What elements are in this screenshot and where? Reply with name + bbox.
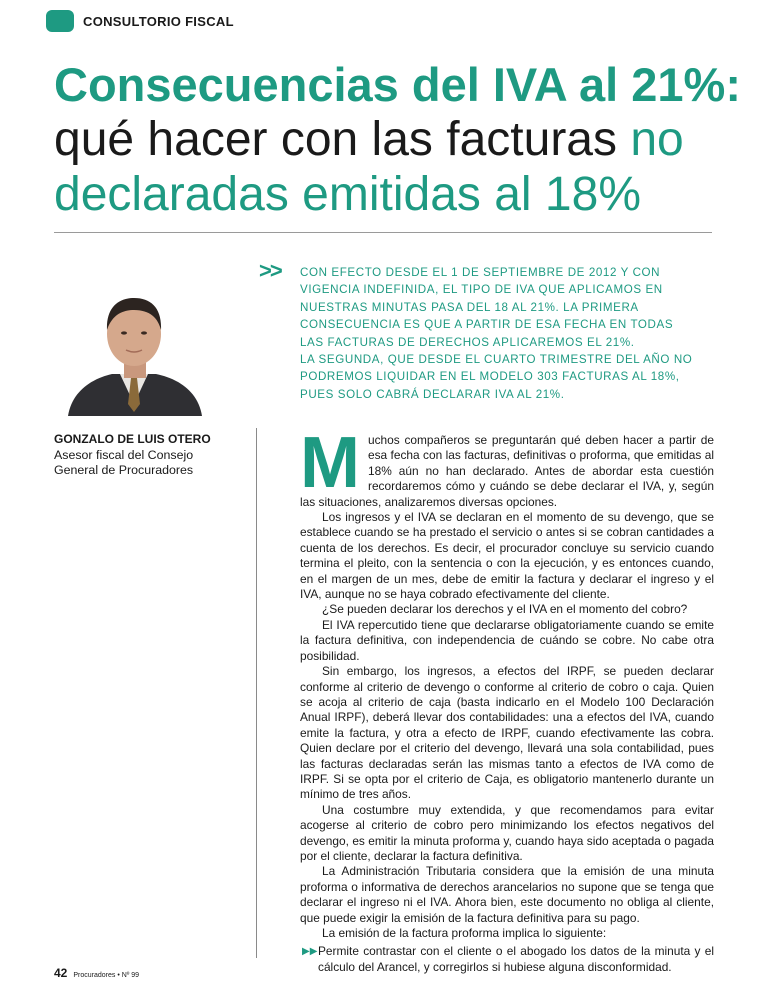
magazine-name: Procuradores • Nº 99 (73, 972, 140, 979)
lead-line: CONSECUENCIA ES QUE A PARTIR DE ESA FECHA EN TODAS (300, 318, 674, 332)
body-paragraph: El IVA repercutido tiene que declararse obligatoriamente cuando se emite la factura definitiva, con independencia de cuándo se cobre. No cabe otra posibilidad. (300, 617, 714, 663)
lead-line: VIGENCIA INDEFINIDA, EL TIPO DE IVA QUE APLICAMOS EN (300, 283, 663, 297)
lead-line: LAS FACTURAS DE DERECHOS APLICAREMOS EL 21%. (300, 335, 635, 349)
author-role-line: Asesor fiscal del Consejo (54, 448, 194, 462)
list-item-text: Permite contrastar con el cliente o el abogado los datos de la minuta y el cálculo del Arancel, y corregirlos si hubiese alguna disconformidad. (318, 944, 714, 974)
page-footer (54, 966, 139, 980)
body-paragraph: Sin embargo, los ingresos, a efectos del IRPF, se pueden declarar conforme al criterio de devengo o conforme al criterio de cobro o caja. Quien se acoja al criterio de caja (basta indicarlo en el Modelo 100 Declaración Anual IRPF), deberá llevar dos contabilidades: una a efectos del IVA, cuando emite la factura, y otra a efecto de IRPF, cuando efectivamente las cobra. Quien declare por el criterio del devengo, llevará una sola contabilidad, pues las facturas declaradas serán las mismas tanto a efectos de IVA como de IRPF. Si se opta por el criterio de Caja, es obligatorio mantenerlo durante un mínimo de tres años. (300, 664, 714, 802)
body-paragraph (300, 423, 714, 510)
body-paragraph: La emisión de la factura proforma implica lo siguiente: (322, 926, 607, 940)
section-tag (46, 10, 234, 32)
section-label: CONSULTORIO FISCAL (83, 13, 234, 29)
lead-line: PUES SOLO CABRÁ DECLARAR IVA AL 21%. (300, 387, 565, 401)
lead-paragraph (300, 264, 695, 403)
page-number: 42 (54, 966, 68, 980)
author-role (54, 448, 234, 478)
author-role-line: General de Procuradores (54, 463, 194, 477)
body-paragraph: La Administración Tributaria considera que la emisión de una minuta proforma o informativa de derechos arancelarios no supone que se tenga que declarar el ingreso ni el IVA. Ahora bien, este documento no obliga al cliente, que puede exigir la emisión de la factura definitiva para su pago. (300, 864, 714, 925)
author-portrait-icon (54, 286, 214, 416)
body-question: ¿Se pueden declarar los derechos y el IVA en el momento del cobro? (322, 602, 688, 617)
title-line-2-green: no (617, 113, 684, 166)
title-line-2-black: qué hacer con las facturas (54, 113, 617, 166)
title-line-2 (54, 112, 744, 167)
column-divider (256, 428, 257, 958)
list-item (300, 944, 714, 975)
title-divider (54, 232, 712, 233)
section-tag-pill (46, 10, 74, 32)
article-body (300, 423, 714, 975)
body-paragraph: Una costumbre muy extendida, y que recomendamos para evitar acogerse al criterio de cobro pero minimizando los efectos negativos del devengo, es emitir la minuta proforma y, cuando haya sido aceptada o pagada por el cliente, declarar la factura definitiva. (300, 802, 714, 863)
lead-line: NUESTRAS MINUTAS PASA DEL 18 AL 21%. LA PRIMERA (300, 300, 639, 314)
lead-line: PODREMOS LIQUIDAR EN EL MODELO 303 FACTURAS AL 18%, (300, 370, 680, 384)
lead-marker: >> (259, 258, 281, 283)
article-title (54, 58, 744, 222)
body-paragraph: Los ingresos y el IVA se declaran en el momento de su devengo, que se establece cuando se ha prestado el servicio o antes si se cobran cantidades a cuenta de los derechos. Es decir, el procurador concluye su servicio cuando termina el pleito, con la sentencia o con la ejecución, y es entonces cuando, en el margen de un mes, debe de emitir la factura y declarar el ingreso y el IVA, aunque no se haya cobrado efectivamente del cliente. (300, 510, 714, 602)
body-paragraph-text: uchos compañeros se preguntarán qué deben hacer a partir de esa fecha con las facturas, definitivas o proforma, que emitidas al 18% aún no han declarado. Antes de abordar esta cuestión recordaremos cómo y cuándo se debe declarar el IVA, y, según las situaciones, analizaremos diversas opciones. (300, 433, 714, 509)
author-photo (54, 286, 214, 416)
lead-line: LA SEGUNDA, QUE DESDE EL CUARTO TRIMESTRE DEL AÑO NO (300, 353, 693, 367)
title-line-1: Consecuencias del IVA al 21%: (54, 58, 741, 111)
drop-cap: M (300, 423, 360, 503)
author-name: GONZALO DE LUIS OTERO (54, 432, 211, 446)
title-line-3: declaradas emitidas al 18% (54, 168, 641, 221)
double-chevron-right-icon: ▶▶ (302, 946, 318, 958)
lead-line: CON EFECTO DESDE EL 1 DE SEPTIEMBRE DE 2012 Y CON (300, 266, 661, 279)
